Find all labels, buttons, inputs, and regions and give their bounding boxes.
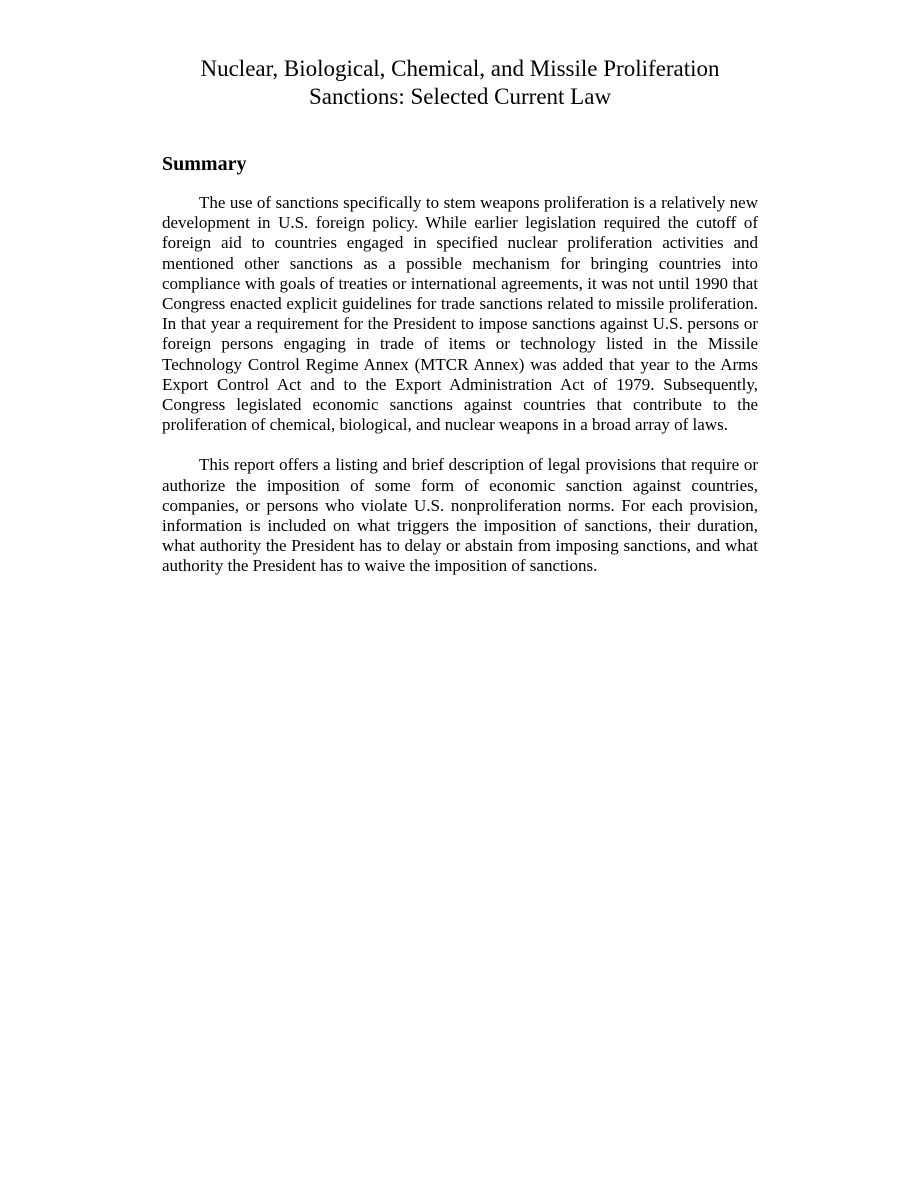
title-line-2: Sanctions: Selected Current Law (308, 84, 612, 109)
document-page (162, 55, 758, 577)
section-heading-summary: Summary (162, 153, 247, 175)
summary-paragraph-2: This report offers a listing and brief description of legal provisions that require or authorize the imposition of some form of economic sanction against countries, companies, or persons who violate U.S. nonproliferation norms. For each provision, information is included on what triggers the imposition of sanctions, their duration, what authority the President has to delay or abstain from imposing sanctions, and what authority the President has to waive the imposition of sanctions. (162, 455, 758, 576)
document-title (162, 55, 758, 111)
title-line-1: Nuclear, Biological, Chemical, and Missile Proliferation (200, 56, 720, 81)
summary-paragraph-1: The use of sanctions specifically to stem weapons proliferation is a relatively new development in U.S. foreign policy. While earlier legislation required the cutoff of foreign aid to countries engaged in specified nuclear proliferation activities and mentioned other sanctions as a possible mechanism for bringing countries into compliance with goals of treaties or international agreements, it was not until 1990 that Congress enacted explicit guidelines for trade sanctions related to missile proliferation. In that year a requirement for the President to impose sanctions against U.S. persons or foreign persons engaging in trade of items or technology listed in the Missile Technology Control Regime Annex (MTCR Annex) was added that year to the Arms Export Control Act and to the Export Administration Act of 1979. Subsequently, Congress legislated economic sanctions against countries that contribute to the proliferation of chemical, biological, and nuclear weapons in a broad array of laws. (162, 193, 758, 435)
